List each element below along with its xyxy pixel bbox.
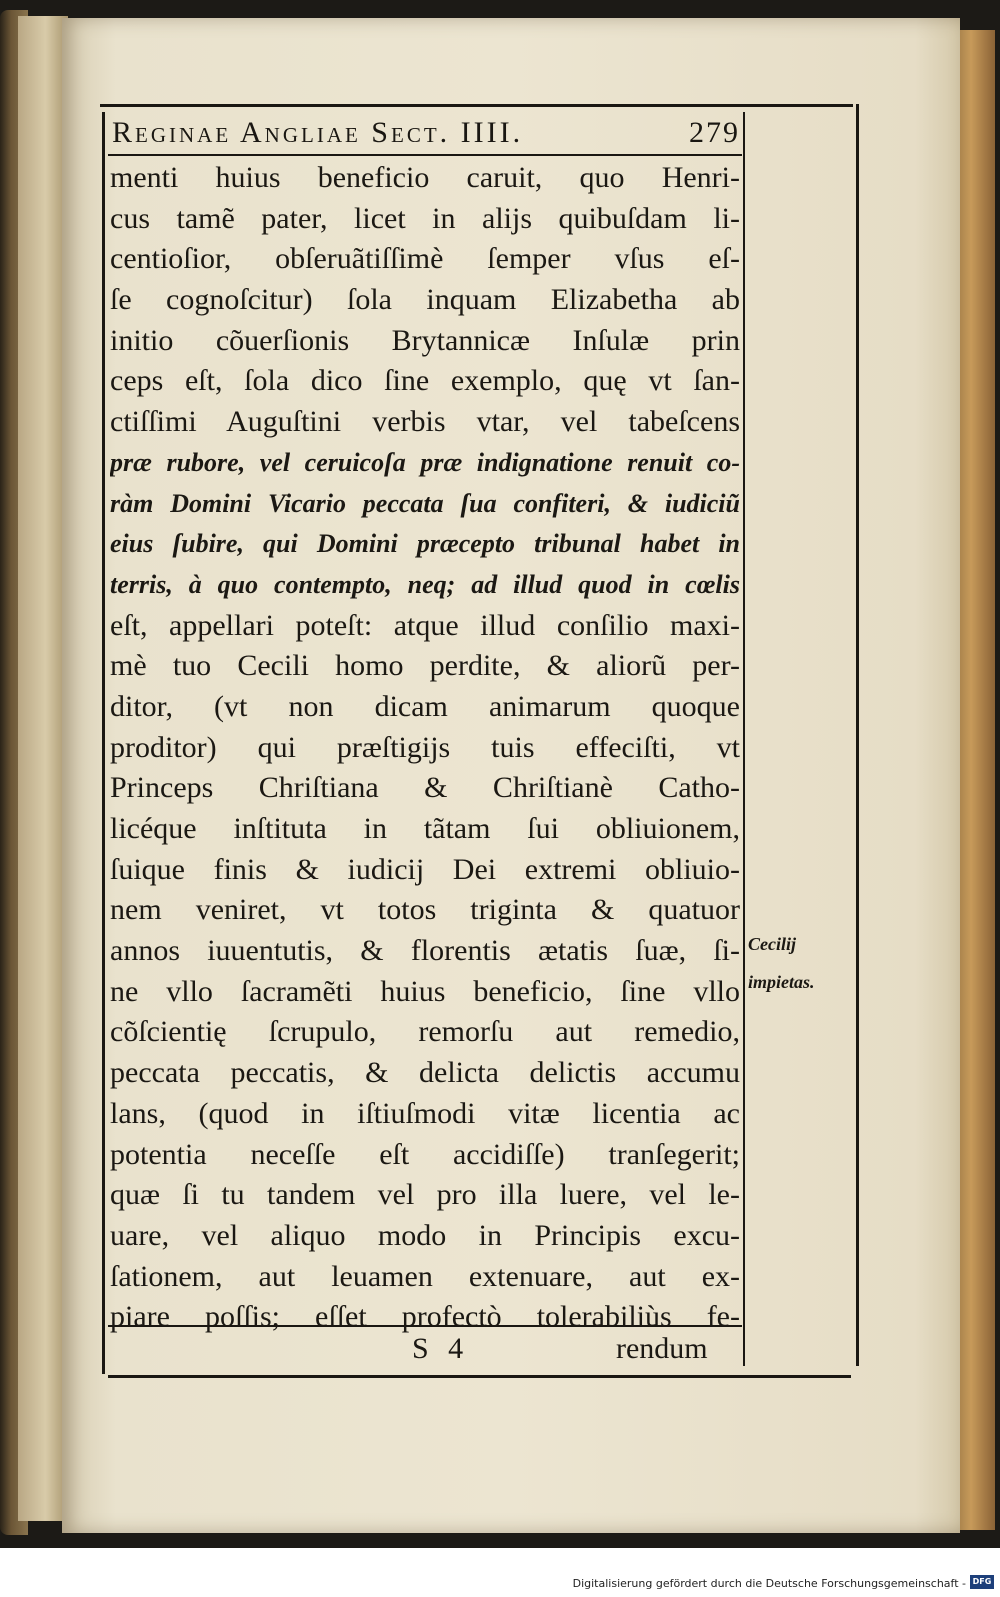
dfg-logo-icon: DFG: [970, 1575, 994, 1589]
header-rule: [108, 154, 742, 156]
text-line: centioſior, obſeruãtiſſimè ſemper vſus eſ-: [110, 242, 740, 276]
text-line: eſt, appellari poteſt: atque illud conſilio maxi-: [110, 608, 740, 642]
text-line: mè tuo Cecili homo perdite, & aliorũ per-: [110, 649, 740, 683]
text-line: uare, vel aliquo modo in Principis excu-: [110, 1218, 740, 1252]
text-line: quæ ſi tu tandem vel pro illa luere, vel le-: [110, 1178, 740, 1212]
text-line: cus tamẽ pater, licet in alijs quibuſdam li-: [110, 201, 740, 235]
marginal-note-line: Cecilij: [748, 934, 796, 954]
text-line: licéque inſtituta in tãtam ſui obliuionem,: [110, 812, 740, 845]
frame-rule-right-inner: [743, 112, 745, 1366]
main-text: [110, 158, 740, 1338]
text-line: menti huius beneficio caruit, quo Henri-: [110, 161, 740, 194]
text-line: potentia neceſſe eſt accidiſſe) tranſegerit;: [110, 1137, 740, 1171]
text-line: annos iuuentutis, & florentis ætatis ſuæ, ſi-: [110, 934, 740, 968]
text-line: ceps eſt, ſola dico ſine exemplo, quę vt ſan-: [110, 364, 740, 398]
text-line: nem veniret, vt totos triginta & quatuor: [110, 893, 740, 927]
digitization-credit: Digitalisierung gefördert durch die Deutsche Forschungsgemeinschaft -: [572, 1577, 966, 1590]
frame-rule-top: [100, 104, 853, 107]
text-line: ſe cognoſcitur) ſola inquam Elizabetha ab: [110, 283, 740, 317]
text-line-italic: eius ſubire, qui Domini præcepto tribunal habet in: [110, 529, 740, 559]
facing-page-edge: [18, 16, 68, 1521]
catchword: rendum: [616, 1332, 708, 1365]
text-line: ſuique finis & iudicij Dei extremi obliuio-: [110, 852, 740, 886]
frame-rule-right-outer: [856, 104, 859, 1366]
frame-rule-left: [102, 112, 105, 1374]
signature-mark: S 4: [412, 1332, 470, 1365]
running-title: Reginae Angliae Sect. IIII.: [112, 116, 524, 149]
page-number: 279: [689, 116, 740, 149]
text-line-italic: terris, à quo contempto, neq; ad illud quod in cœlis: [110, 569, 740, 599]
text-line: ne vllo ſacramẽti huius beneficio, ſine vllo: [110, 974, 740, 1008]
text-line: ctiſſimi Auguſtini verbis vtar, vel tabeſcens: [110, 405, 740, 439]
text-line: lans, (quod in iſtiuſmodi vitæ licentia ac: [110, 1096, 740, 1130]
text-line: ditor, (vt non dicam animarum quoque: [110, 689, 740, 723]
text-line-italic: præ rubore, vel ceruicoſa præ indignatione renuit co-: [110, 447, 740, 477]
text-line: initio cõuerſionis Brytannicæ Inſulæ prin: [110, 323, 740, 357]
running-head: [112, 110, 740, 150]
text-line: piare poſſis; eſſet profectò tolerabiliùs fe-: [110, 1300, 740, 1334]
right-page-edges: [955, 30, 995, 1530]
text-line-italic: ràm Domini Vicario peccata ſua confiteri, & iudiciũ: [110, 488, 740, 518]
text-line: Princeps Chriſtiana & Chriſtianè Catho-: [110, 771, 740, 805]
text-line: peccata peccatis, & delicta delictis accumu: [110, 1056, 740, 1090]
text-line: cõſcientię ſcrupulo, remorſu aut remedio,: [110, 1015, 740, 1049]
text-line: ſationem, aut leuamen extenuare, aut ex-: [110, 1259, 740, 1293]
frame-rule-bottom: [108, 1375, 851, 1378]
marginal-note-line: impietas.: [748, 972, 815, 992]
text-line: proditor) qui præſtigijs tuis effeciſti, vt: [110, 730, 740, 764]
